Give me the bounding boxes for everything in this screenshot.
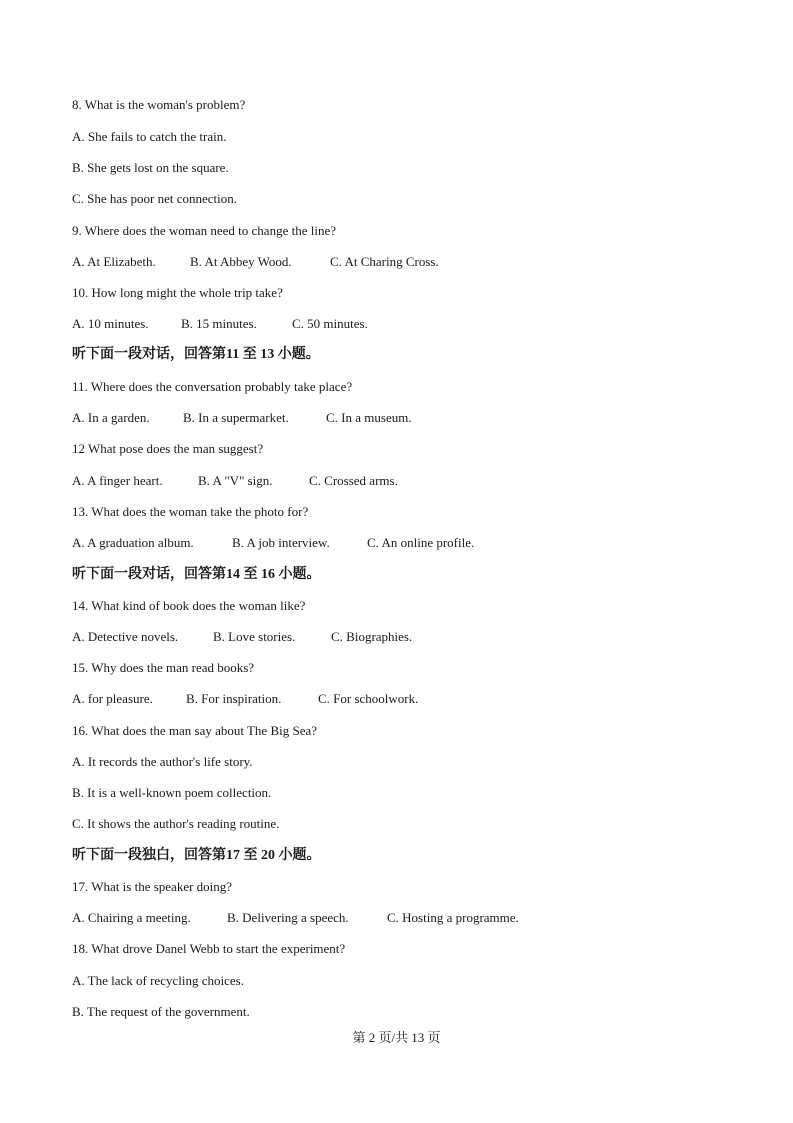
question-18-option-a: A. The lack of recycling choices. — [72, 973, 244, 988]
question-14-options — [72, 629, 412, 645]
question-9-option-a: A. At Elizabeth. — [72, 254, 156, 269]
question-13-option-a: A. A graduation album. — [72, 535, 194, 550]
question-10-options — [72, 316, 368, 332]
question-16-option-b: B. It is a well-known poem collection. — [72, 785, 272, 800]
question-14-option-a: A. Detective novels. — [72, 629, 179, 644]
question-8-option-c: C. She has poor net connection. — [72, 191, 237, 206]
question-13: 13. What does the woman take the photo for? — [72, 504, 309, 519]
question-10: 10. How long might the whole trip take? — [72, 285, 283, 300]
question-15-option-b: B. For inspiration. — [186, 691, 282, 706]
question-15: 15. Why does the man read books? — [72, 660, 255, 675]
question-17-option-b: B. Delivering a speech. — [227, 910, 349, 925]
question-12-option-a: A. A finger heart. — [72, 473, 163, 488]
section-heading-11-13: 听下面一段对话，回答第11 至 13 小题。 — [72, 347, 320, 362]
question-10-option-b: B. 15 minutes. — [181, 316, 257, 331]
question-12-option-c: C. Crossed arms. — [309, 473, 398, 488]
question-16-option-c: C. It shows the author's reading routine. — [72, 816, 280, 831]
question-11-option-c: C. In a museum. — [326, 410, 412, 425]
question-17: 17. What is the speaker doing? — [72, 879, 233, 894]
question-13-option-b: B. A job interview. — [232, 535, 330, 550]
question-8: 8. What is the woman's problem? — [72, 97, 246, 112]
question-13-option-c: C. An online profile. — [367, 535, 475, 550]
question-17-option-c: C. Hosting a programme. — [387, 910, 519, 925]
question-13-options — [72, 535, 474, 551]
question-12-options — [72, 473, 398, 489]
question-15-option-a: A. for pleasure. — [72, 691, 153, 706]
question-9: 9. Where does the woman need to change the line? — [72, 223, 336, 238]
question-12-option-b: B. A "V" sign. — [198, 473, 273, 488]
question-8-option-b: B. She gets lost on the square. — [72, 160, 229, 175]
question-16-option-a: A. It records the author's life story. — [72, 754, 253, 769]
question-17-option-a: A. Chairing a meeting. — [72, 910, 191, 925]
question-14-option-b: B. Love stories. — [213, 629, 296, 644]
question-12: 12 What pose does the man suggest? — [72, 441, 264, 456]
section-heading-17-20: 听下面一段独白，回答第17 至 20 小题。 — [72, 848, 321, 863]
section-heading-14-16: 听下面一段对话，回答第14 至 16 小题。 — [72, 567, 321, 582]
question-15-options — [72, 691, 418, 707]
question-11-option-b: B. In a supermarket. — [183, 410, 289, 425]
question-11-option-a: A. In a garden. — [72, 410, 150, 425]
question-10-option-c: C. 50 minutes. — [292, 316, 368, 331]
question-18: 18. What drove Danel Webb to start the experiment? — [72, 941, 346, 956]
question-14: 14. What kind of book does the woman like? — [72, 598, 306, 613]
question-9-option-c: C. At Charing Cross. — [330, 254, 439, 269]
question-8-option-a: A. She fails to catch the train. — [72, 129, 227, 144]
question-16: 16. What does the man say about The Big Sea? — [72, 723, 318, 738]
question-10-option-a: A. 10 minutes. — [72, 316, 149, 331]
question-15-option-c: C. For schoolwork. — [318, 691, 419, 706]
page-footer: 第 2 页/共 13 页 — [352, 1030, 441, 1045]
question-11-options — [72, 410, 412, 426]
question-11: 11. Where does the conversation probably take place? — [72, 379, 353, 394]
question-18-option-b: B. The request of the government. — [72, 1004, 250, 1019]
question-14-option-c: C. Biographies. — [331, 629, 413, 644]
question-9-option-b: B. At Abbey Wood. — [190, 254, 292, 269]
question-17-options — [72, 910, 519, 926]
question-9-options — [72, 254, 439, 270]
